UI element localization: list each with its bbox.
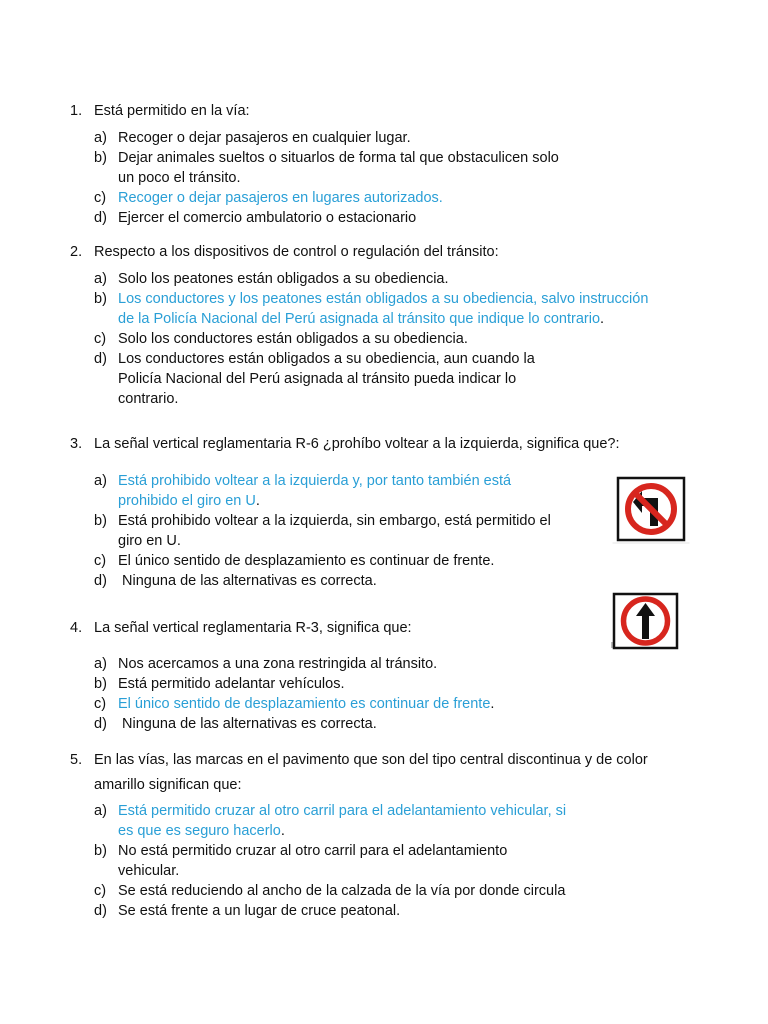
option-a [94, 128, 559, 148]
option-letter: a) [94, 803, 107, 819]
option-text: Ninguna de las alternativas es correcta. [118, 716, 377, 732]
option-text: Está prohibido voltear a la izquierda y, por tanto también está [118, 473, 512, 489]
option-a [94, 654, 494, 674]
option-a [94, 269, 648, 289]
option-c [94, 188, 559, 208]
question-text-continued: amarillo significan que: [94, 777, 242, 793]
option-letter: d) [94, 351, 107, 367]
r6-sign [612, 476, 690, 544]
option-b [94, 674, 494, 694]
option-punctuation: . [490, 696, 495, 712]
option-text: Recoger o dejar pasajeros en cualquier lugar. [118, 130, 411, 146]
option-letter: a) [94, 130, 107, 146]
option-a [94, 471, 551, 511]
option-d [94, 349, 648, 409]
option-b [94, 511, 551, 551]
option-text: vehicular. [118, 863, 180, 879]
option-letter: d) [94, 716, 107, 732]
option-text: Solo los conductores están obligados a su obediencia. [118, 331, 468, 347]
option-text: Está permitido cruzar al otro carril para el adelantamiento vehicular, si [118, 803, 567, 819]
question-text: La señal vertical reglamentaria R-3, significa que: [94, 620, 412, 636]
option-b [94, 148, 559, 188]
option-text: Los conductores y los peatones están obligados a su obediencia, salvo instrucción [118, 291, 649, 307]
question-number: 3. [70, 436, 83, 452]
question-number: 2. [70, 244, 83, 260]
option-c [94, 551, 551, 571]
option-text: Policía Nacional del Perú asignada al tránsito pueda indicar lo [118, 371, 517, 387]
option-d [94, 901, 566, 921]
option-letter: d) [94, 573, 107, 589]
question-text: Respecto a los dispositivos de control o regulación del tránsito: [94, 244, 499, 260]
option-text: giro en U. [118, 533, 181, 549]
options-1 [94, 128, 559, 228]
option-letter: c) [94, 696, 107, 712]
option-text: es que es seguro hacerlo [118, 823, 281, 839]
option-letter: d) [94, 903, 107, 919]
option-letter: b) [94, 843, 107, 859]
option-letter: b) [94, 291, 107, 307]
question-text: En las vías, las marcas en el pavimento que son del tipo central discontinua y de color [94, 752, 648, 768]
option-text: de la Policía Nacional del Perú asignada al tránsito que indique lo contrario [118, 311, 601, 327]
option-text: Se está reduciendo al ancho de la calzada de la vía por donde circula [118, 883, 566, 899]
r3-sign [610, 592, 680, 650]
option-text: Los conductores están obligados a su obediencia, aun cuando la [118, 351, 535, 367]
option-punctuation: . [280, 823, 285, 839]
option-text: Solo los peatones están obligados a su obediencia. [118, 271, 449, 287]
option-c [94, 881, 566, 901]
option-letter: c) [94, 190, 107, 206]
option-b [94, 289, 648, 329]
option-letter: c) [94, 553, 107, 569]
option-text: No está permitido cruzar al otro carril para el adelantamiento [118, 843, 508, 859]
option-letter: b) [94, 150, 107, 166]
option-letter: b) [94, 513, 107, 529]
options-2 [94, 269, 648, 409]
option-text: Se está frente a un lugar de cruce peatonal. [118, 903, 401, 919]
option-c [94, 329, 648, 349]
option-text: un poco el tránsito. [118, 170, 241, 186]
options-5 [94, 801, 566, 921]
option-d [94, 714, 494, 734]
option-text: prohibido el giro en U [118, 493, 256, 509]
straight-ahead-only-sign-icon [610, 592, 680, 650]
option-text: Está prohibido voltear a la izquierda, sin embargo, está permitido el [118, 513, 551, 529]
option-letter: a) [94, 271, 107, 287]
options-3 [94, 471, 551, 591]
option-text: Nos acercamos a una zona restringida al tránsito. [118, 656, 438, 672]
options-4 [94, 654, 494, 734]
option-b [94, 841, 566, 881]
option-letter: c) [94, 883, 107, 899]
option-d [94, 571, 551, 591]
option-letter: c) [94, 331, 107, 347]
option-letter: a) [94, 473, 107, 489]
option-letter: d) [94, 210, 107, 226]
question-number: 4. [70, 620, 83, 636]
option-punctuation: . [255, 493, 260, 509]
option-punctuation: . [600, 311, 605, 327]
option-letter: b) [94, 676, 107, 692]
option-text: Dejar animales sueltos o situarlos de forma tal que obstaculicen solo [118, 150, 559, 166]
option-d [94, 208, 559, 228]
question-number: 1. [70, 103, 83, 119]
option-a [94, 801, 566, 841]
question-text: La señal vertical reglamentaria R-6 ¿prohíbo voltear a la izquierda, significa que?: [94, 436, 620, 452]
option-c [94, 694, 494, 714]
no-left-turn-sign-icon [612, 476, 690, 544]
option-text: El único sentido de desplazamiento es continuar de frente [118, 696, 491, 712]
option-text: Ejercer el comercio ambulatorio o estacionario [118, 210, 417, 226]
option-letter: a) [94, 656, 107, 672]
option-text: Ninguna de las alternativas es correcta. [118, 573, 377, 589]
option-text: contrario. [118, 391, 179, 407]
question-number: 5. [70, 752, 83, 768]
option-text: Recoger o dejar pasajeros en lugares autorizados. [118, 190, 443, 206]
option-text: El único sentido de desplazamiento es continuar de frente. [118, 553, 495, 569]
question-text: Está permitido en la vía: [94, 103, 250, 119]
option-text: Está permitido adelantar vehículos. [118, 676, 345, 692]
